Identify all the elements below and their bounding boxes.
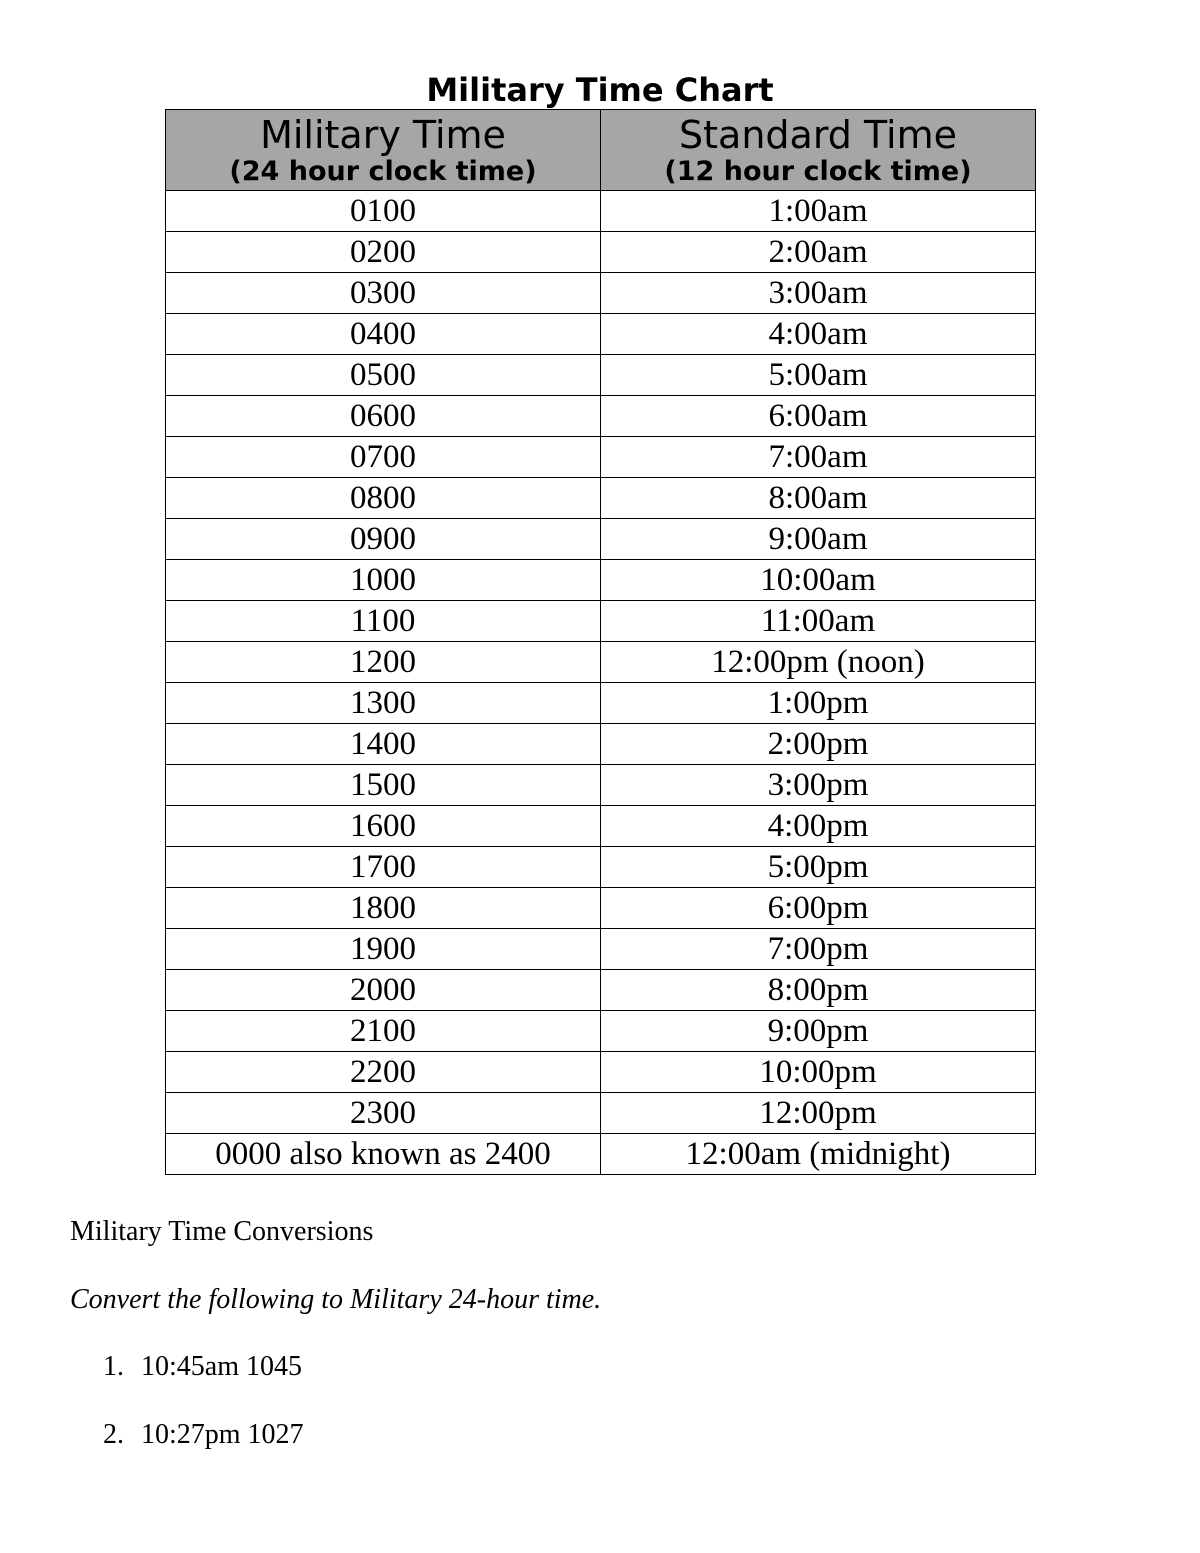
standard-time-cell: 5:00am <box>601 355 1036 396</box>
table-row <box>166 1134 1036 1175</box>
table-row <box>166 888 1036 929</box>
standard-time-cell: 10:00am <box>601 560 1036 601</box>
standard-time-cell: 2:00am <box>601 232 1036 273</box>
standard-time-cell: 2:00pm <box>601 724 1036 765</box>
table-row <box>166 683 1036 724</box>
standard-time-cell: 1:00pm <box>601 683 1036 724</box>
question-list <box>103 1351 304 1487</box>
page-title: Military Time Chart <box>426 71 774 109</box>
military-time-cell: 0400 <box>166 314 601 355</box>
table-row <box>166 847 1036 888</box>
table-row <box>166 765 1036 806</box>
military-time-table <box>165 109 1036 1175</box>
table-row <box>166 724 1036 765</box>
column-header-standard <box>601 110 1036 191</box>
column-header-subtitle: (12 hour clock time) <box>664 156 972 187</box>
military-time-cell: 2300 <box>166 1093 601 1134</box>
standard-time-cell: 5:00pm <box>601 847 1036 888</box>
table-row <box>166 314 1036 355</box>
table-row <box>166 1093 1036 1134</box>
table-row <box>166 437 1036 478</box>
column-header-title: Standard Time <box>679 113 957 157</box>
military-time-cell: 1900 <box>166 929 601 970</box>
table-row <box>166 519 1036 560</box>
column-header-subtitle: (24 hour clock time) <box>229 156 537 187</box>
standard-time-cell: 3:00am <box>601 273 1036 314</box>
military-time-cell: 1500 <box>166 765 601 806</box>
military-time-cell: 1700 <box>166 847 601 888</box>
table-row <box>166 970 1036 1011</box>
table-row <box>166 642 1036 683</box>
standard-time-cell: 8:00am <box>601 478 1036 519</box>
standard-time-cell: 4:00pm <box>601 806 1036 847</box>
table-row <box>166 1052 1036 1093</box>
standard-time-cell: 10:00pm <box>601 1052 1036 1093</box>
military-time-cell: 1400 <box>166 724 601 765</box>
standard-time-cell: 9:00am <box>601 519 1036 560</box>
table-row <box>166 232 1036 273</box>
instruction-text: Convert the following to Military 24-hour time. <box>70 1284 602 1315</box>
military-time-cell: 0900 <box>166 519 601 560</box>
table-row <box>166 396 1036 437</box>
military-time-cell: 0500 <box>166 355 601 396</box>
military-time-cell: 0000 also known as 2400 <box>166 1134 601 1175</box>
question-number: 1. <box>103 1351 124 1382</box>
military-time-cell: 2100 <box>166 1011 601 1052</box>
standard-time-cell: 6:00am <box>601 396 1036 437</box>
question-text: 10:27pm 1027 <box>141 1419 304 1450</box>
military-time-cell: 1200 <box>166 642 601 683</box>
table-row <box>166 601 1036 642</box>
table-row <box>166 560 1036 601</box>
question-number: 2. <box>103 1419 124 1450</box>
military-time-cell: 2000 <box>166 970 601 1011</box>
table-row <box>166 1011 1036 1052</box>
military-time-cell: 0200 <box>166 232 601 273</box>
standard-time-cell: 1:00am <box>601 191 1036 232</box>
military-time-cell: 0300 <box>166 273 601 314</box>
column-header-military <box>166 110 601 191</box>
military-time-cell: 1100 <box>166 601 601 642</box>
standard-time-cell: 9:00pm <box>601 1011 1036 1052</box>
table-row <box>166 191 1036 232</box>
question-item <box>103 1419 304 1453</box>
standard-time-cell: 6:00pm <box>601 888 1036 929</box>
table-row <box>166 478 1036 519</box>
standard-time-cell: 4:00am <box>601 314 1036 355</box>
military-time-cell: 2200 <box>166 1052 601 1093</box>
standard-time-cell: 7:00pm <box>601 929 1036 970</box>
military-time-cell: 0700 <box>166 437 601 478</box>
question-text: 10:45am 1045 <box>141 1351 302 1382</box>
section-heading: Military Time Conversions <box>70 1216 374 1247</box>
military-time-cell: 1600 <box>166 806 601 847</box>
military-time-cell: 0600 <box>166 396 601 437</box>
question-item <box>103 1351 304 1385</box>
column-header-title: Military Time <box>260 113 506 157</box>
military-time-cell: 1300 <box>166 683 601 724</box>
standard-time-cell: 7:00am <box>601 437 1036 478</box>
table-row <box>166 273 1036 314</box>
standard-time-cell: 12:00pm (noon) <box>601 642 1036 683</box>
military-time-cell: 0100 <box>166 191 601 232</box>
table-header-row <box>166 110 1036 191</box>
military-time-cell: 0800 <box>166 478 601 519</box>
standard-time-cell: 8:00pm <box>601 970 1036 1011</box>
military-time-cell: 1800 <box>166 888 601 929</box>
standard-time-cell: 12:00am (midnight) <box>601 1134 1036 1175</box>
standard-time-cell: 11:00am <box>601 601 1036 642</box>
table-row <box>166 806 1036 847</box>
military-time-cell: 1000 <box>166 560 601 601</box>
table-row <box>166 929 1036 970</box>
standard-time-cell: 3:00pm <box>601 765 1036 806</box>
table-row <box>166 355 1036 396</box>
standard-time-cell: 12:00pm <box>601 1093 1036 1134</box>
